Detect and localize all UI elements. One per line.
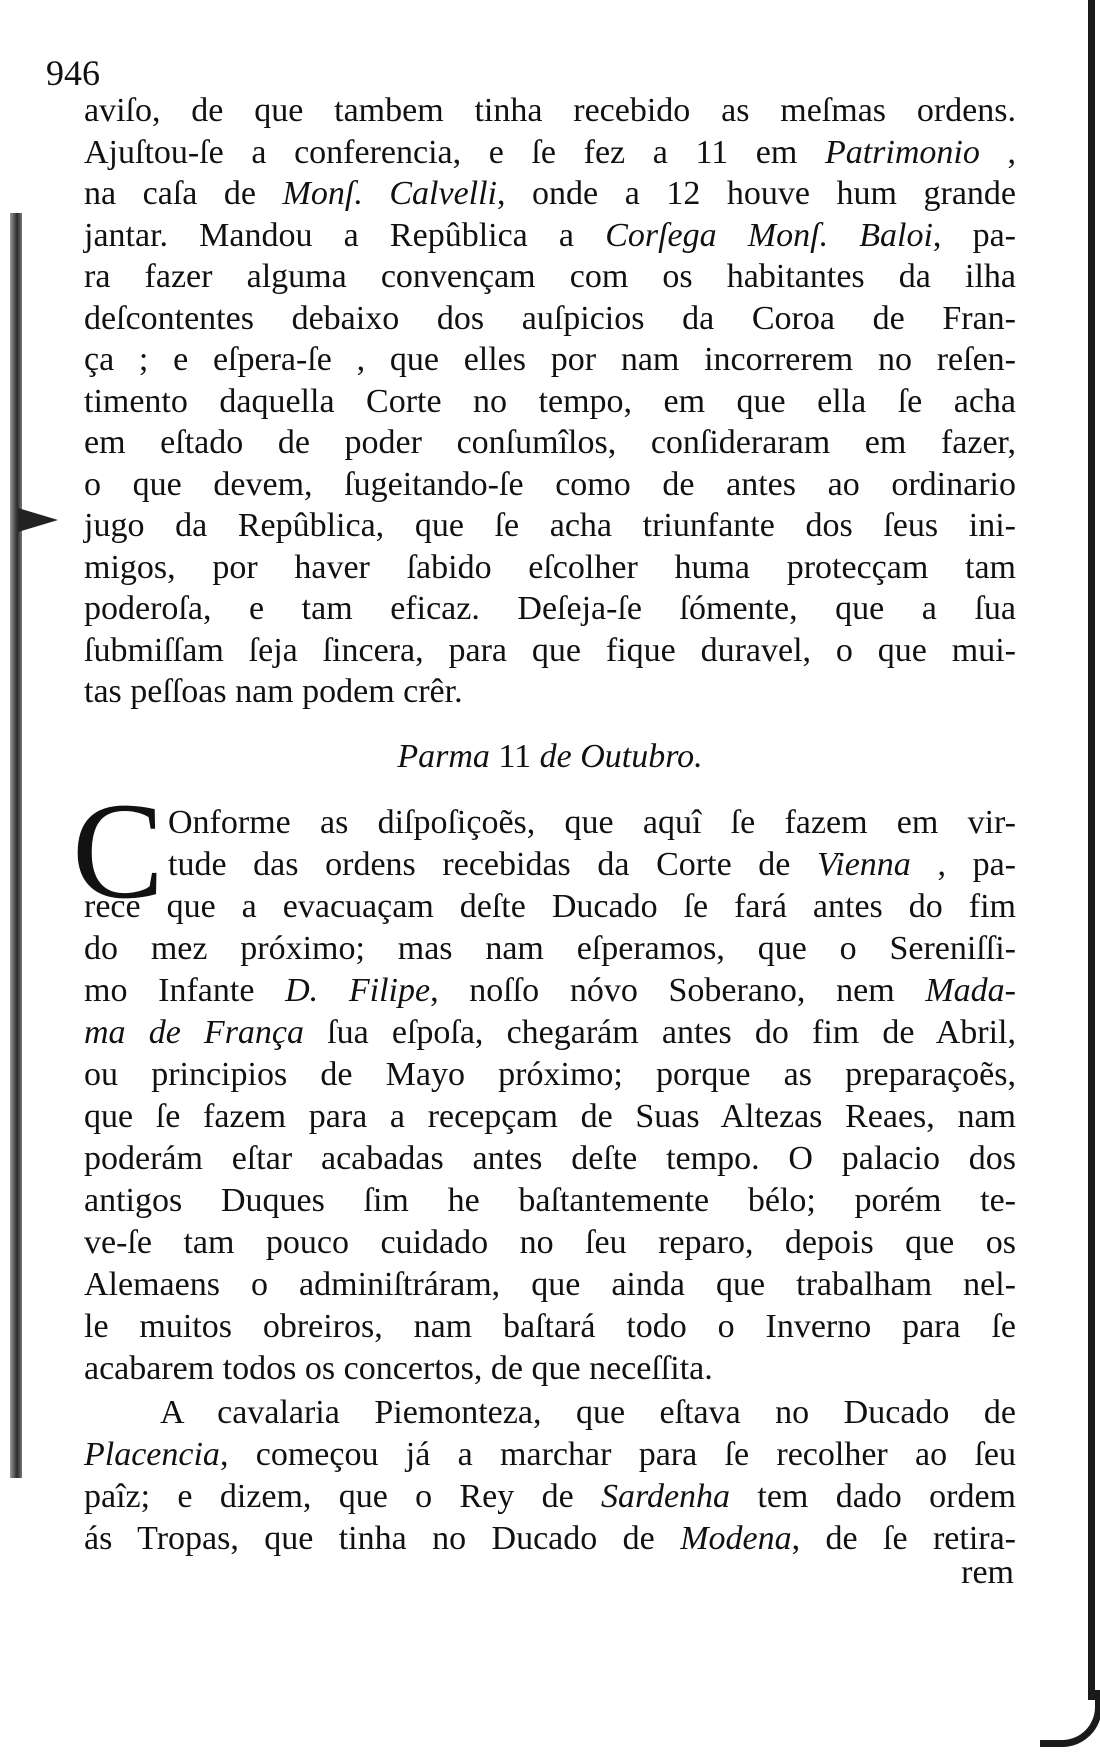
text-segment: Alemaens o adminiſtráram, que ainda que trabalham nel-	[84, 1266, 1016, 1303]
text-line	[84, 547, 1016, 589]
text-line	[84, 1096, 1016, 1138]
text-line	[84, 464, 1016, 506]
text-segment: aviſo, de que tambem tinha recebido as meſmas ordens.	[84, 92, 1016, 129]
text-line	[84, 215, 1016, 257]
text-line	[84, 1222, 1016, 1264]
text-line	[84, 1518, 1016, 1560]
italic-text: D. Filipe	[285, 972, 431, 1009]
text-line	[84, 173, 1016, 215]
text-segment: jugo da Repûblica, que ſe acha triunfante dos ſeus ini-	[84, 507, 1016, 544]
italic-text: Mada-	[925, 972, 1017, 1009]
text-segment: , de ſe retira-	[791, 1520, 1017, 1557]
text-segment: A cavalaria Piemonteza, que eſtava no Ducado de	[160, 1394, 1016, 1431]
text-segment: jantar. Mandou a Repûblica a	[84, 216, 606, 254]
text-segment: , pa-	[932, 216, 1016, 254]
italic-text: Modena	[680, 1520, 792, 1557]
text-line	[84, 928, 1016, 970]
text-segment: , começou já a marchar para ſe recolher ao ſeu	[219, 1436, 1016, 1473]
text-line	[84, 1138, 1016, 1180]
text-segment: mo Infante	[84, 972, 286, 1009]
text-segment: Onforme as diſpoſiçoẽs, que aquî ſe fazem em vir-	[168, 804, 1016, 841]
text-line	[84, 671, 1016, 713]
page-number: 946	[46, 53, 100, 93]
italic-text: Patrimonio	[824, 133, 980, 171]
text-segment: ,	[979, 133, 1016, 171]
margin-bracket-pointer	[18, 508, 58, 532]
text-segment: ſua eſpoſa, chegarám antes do fim de Abril,	[304, 1014, 1016, 1051]
text-line	[84, 1054, 1016, 1096]
dateline-day: 11	[489, 738, 540, 775]
italic-text: Corſega Monſ. Baloi	[605, 216, 933, 254]
text-segment: em eſtado de poder conſumîlos, conſideraram em fazer,	[84, 424, 1016, 461]
margin-bracket	[10, 213, 22, 1478]
text-segment: tem dado ordem	[730, 1478, 1016, 1515]
text-segment: ou principios de Mayo próximo; porque as preparaçoẽs,	[84, 1056, 1016, 1093]
text-segment: ça ; e eſpera-ſe , que elles por nam incorrerem no reſen-	[84, 341, 1016, 378]
text-segment: na caſa de	[84, 175, 283, 212]
text-line	[84, 630, 1016, 672]
italic-text: ma de França	[84, 1014, 305, 1051]
text-line	[84, 1012, 1016, 1054]
text-line	[84, 1264, 1016, 1306]
text-segment: acabarem todos os concertos, de que neceſſita.	[84, 1350, 713, 1387]
text-segment: o que devem, ſugeitando-ſe como de antes ao ordinario	[84, 465, 1016, 503]
text-line	[84, 1348, 1016, 1390]
text-line	[84, 256, 1016, 298]
text-segment: deſcontentes debaixo dos auſpicios da Coroa de Fran-	[84, 299, 1016, 337]
dateline-heading	[0, 736, 1100, 778]
text-segment: tude das ordens recebidas da Corte de	[168, 846, 818, 883]
text-segment: ás Tropas, que tinha no Ducado de	[84, 1520, 681, 1557]
dateline-place: Parma	[397, 738, 490, 775]
text-segment: ra fazer alguma convençam com os habitantes da ilha	[84, 258, 1016, 295]
text-segment: ſubmiſſam ſeja ſincera, para que fique duravel, o que mui-	[84, 631, 1016, 669]
text-segment: tas peſſoas nam podem crêr.	[84, 673, 463, 710]
text-line	[84, 1392, 1016, 1434]
text-segment: paîz; e dizem, que o Rey de	[84, 1478, 601, 1515]
text-segment: timento daquella Corte no tempo, em que ella ſe acha	[84, 382, 1016, 420]
text-segment: , pa-	[910, 846, 1016, 883]
text-line	[84, 1306, 1016, 1348]
catchword: rem	[961, 1554, 1014, 1591]
text-segment: rece que a evacuaçam deſte Ducado ſe fará antes do fim	[84, 888, 1016, 925]
text-line	[84, 970, 1016, 1012]
text-segment: , onde a 12 houve hum grande	[497, 175, 1017, 212]
text-line	[84, 132, 1016, 174]
text-segment: antigos Duques ſim he baſtantemente bélo; porém te-	[84, 1182, 1016, 1219]
text-line	[84, 886, 1016, 928]
text-line	[84, 422, 1016, 464]
text-line	[84, 588, 1016, 630]
text-line	[84, 1180, 1016, 1222]
italic-text: Placencia	[84, 1436, 220, 1473]
drop-cap: C	[72, 774, 165, 927]
text-line	[84, 381, 1016, 423]
italic-text: Monſ. Calvelli	[282, 175, 498, 212]
text-segment: le muitos obreiros, nam baſtará todo o Inverno para ſe	[84, 1308, 1016, 1345]
text-line	[168, 802, 1016, 844]
page-edge-right	[1088, 0, 1095, 1700]
italic-text: Sardenha	[601, 1478, 731, 1515]
text-line	[84, 1476, 1016, 1518]
text-line	[84, 1434, 1016, 1476]
text-segment: poderám eſtar acabadas antes deſte tempo. O palacio dos	[84, 1140, 1016, 1177]
text-line	[84, 339, 1016, 381]
text-line	[84, 298, 1016, 340]
italic-text: Vienna	[817, 846, 911, 883]
text-segment: que ſe fazem para a recepçam de Suas Altezas Reaes, nam	[84, 1098, 1016, 1135]
text-segment: Ajuſtou-ſe a conferencia, e ſe fez a 11 em	[84, 133, 825, 171]
text-line	[84, 90, 1016, 132]
text-segment: migos, por haver ſabido eſcolher huma protecçam tam	[84, 548, 1016, 586]
dateline-month: de Outubro.	[539, 738, 703, 775]
page-edge-corner	[1040, 1690, 1100, 1747]
text-segment: ve-ſe tam pouco cuidado no ſeu reparo, depois que os	[84, 1224, 1016, 1261]
text-line	[168, 844, 1016, 886]
text-segment: , noſſo nóvo Soberano, nem	[430, 972, 926, 1009]
text-segment: do mez próximo; mas nam eſperamos, que o Sereniſſi-	[84, 930, 1016, 967]
text-segment: poderoſa, e tam eficaz. Deſeja-ſe ſómente, que a ſua	[84, 590, 1016, 627]
text-line	[84, 505, 1016, 547]
